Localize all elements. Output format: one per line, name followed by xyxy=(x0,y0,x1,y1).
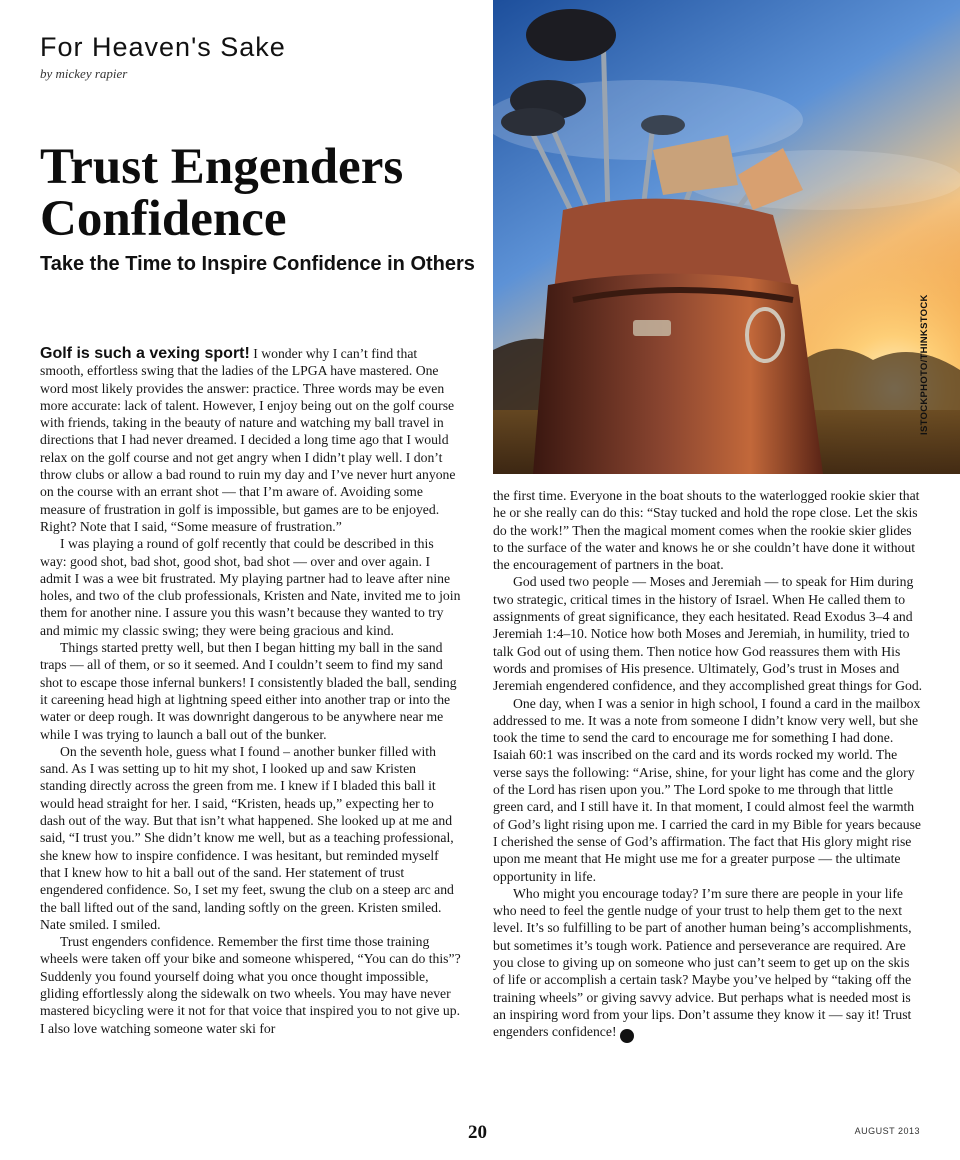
page-number: 20 xyxy=(468,1122,487,1143)
photo-credit: ISTOCKPHOTO/THINKSTOCK xyxy=(919,294,930,435)
paragraph xyxy=(493,885,923,1043)
paragraph: Trust engenders confidence. Remember the first time those training wheels were taken off your bike and someone whispered, “You can do this”? Suddenly you found yourself doing what you once thought impossible, gliding effortlessly along the sidewalk on two wheels. You may have never mastered bicycling were it not for that voice that inspired you to not give up. I also love watching someone water ski for xyxy=(40,934,461,1036)
end-mark-icon: ✝ xyxy=(620,1029,634,1043)
paragraph-text: Who might you encourage today? I’m sure there are people in your life who need to feel the gentle nudge of your trust to help them get to the next level. It’s so fulfilling to be part of another human being’s accomplishments, but sometimes it’s tough work. Patience and perseverance are required. Are you close to giving up on someone who just can’t seem to get up on the skis of life or accomplish a certain task? Maybe you’ve helped by “taking off the training wheels” or giving savvy advice. But perhaps what is needed most is an inspiring word from your lips. Don’t assume they know it — say it! Trust engenders confidence! xyxy=(493,885,912,1040)
byline: by mickey rapier xyxy=(40,66,128,81)
paragraph: I was playing a round of golf recently that could be described in this way: good shot, bad shot, good shot, bad shot — over and over again. I admit I was a wee bit frustrated. My playing partner had to leave after nine holes, and two of the club professionals, Kristen and Nate, invited me to join them for another nine. I assure you this wasn’t because they wanted to try and mimic my classic swing; they were being gracious and kind. xyxy=(40,536,461,638)
column-name: For Heaven's Sake xyxy=(40,32,286,62)
paragraph-text: I wonder why I can’t find that smooth, effortless swing that the ladies of the LPGA have mastered. One word most likely provides the answer: practice. Three words may be even more accurate: lack of talent. However, I enjoy being out on the golf course with friends, taking in the beauty of nature and watching my ball travel in directions that I had never dreamed. I decided a long time ago that I would relax on the golf course and not get angry when I didn’t play well. I don’t throw clubs or allow a bad round to ruin my day and I’ve never hurt anyone on the course with an errant shot — that I’m aware of. Avoiding some measure of frustration in golf is impossible, but games are to be enjoyed. Right? Note that I said, “Some measure of frustration.” xyxy=(40,346,456,534)
lead-in: Golf is such a vexing sport! xyxy=(40,345,250,362)
paragraph: the first time. Everyone in the boat shouts to the waterlogged rookie skier that he or she really can do this: “Stay tucked and hold the rope close. Let the skis do the work!” Then the magical moment comes when the rookie skier glides to the surface of the water and knows he or she couldn’t have done it without the encouragement of partners in the boat. xyxy=(493,488,920,573)
paragraph: God used two people — Moses and Jeremiah — to speak for Him during two strategic, critical times in the history of Israel. When He called them to assignments of great significance, they each hesitated. Read Exodus 3–4 and Jeremiah 1:4–10. Notice how both Moses and Jeremiah, in humility, tried to talk God out of using them. Then notice how God reassures them with His words and promises of His presence. Ultimately, God’s trust in Moses and Jeremiah engendered confidence, and they accomplished great things for God. xyxy=(493,574,923,694)
golf-bag-photo xyxy=(493,0,960,474)
article-headline: Trust Engenders Confidence xyxy=(40,139,404,247)
paragraph: One day, when I was a senior in high school, I found a card in the mailbox addressed to me. It was a note from someone I didn’t know very well, but she took the time to send the card to encourage me for something I had done. Isaiah 60:1 was inscribed on the card and its words rocked my world. The verse says the following: “Arise, shine, for your light has come and the glory of the Lord has risen upon you.” The Lord spoke to me through that little green card, and I still have it. In that moment, I could almost feel the warmth of God’s light rising upon me. I carried the card in my Bible for years because I cherished the sense of God’s affirmation. The fact that His glory might rise upon me meant that He might use me for a greater purpose — the ultimate opportunity in life. xyxy=(493,695,921,884)
article-column-left xyxy=(40,345,462,1037)
paragraph xyxy=(40,345,462,535)
article-subhead: Take the Time to Inspire Confidence in Others xyxy=(40,253,475,275)
article-column-right xyxy=(493,487,923,1043)
issue-date: AUGUST 2013 xyxy=(854,1126,920,1136)
photo xyxy=(493,0,960,474)
paragraph: On the seventh hole, guess what I found – another bunker filled with sand. As I was setting up to hit my shot, I looked up and saw Kristen standing directly across the green from me. I knew if I bladed this ball it would head straight for her. I said, “Kristen, heads up,” expecting her to dash out of the way. But that isn’t what happened. She looked up at me and said, “I trust you.” She didn’t know me well, but as a teaching professional, she knew how to inspire confidence. I was hesitant, but reminded myself that I knew how to hit a ball out of the sand. Her statement of trust engendered confidence. So, I set my feet, swung the club on a steep arc and the ball lifted out of the sand, landing softly on the green. Kristen smiled. Nate smiled. I smiled. xyxy=(40,743,454,932)
paragraph: Things started pretty well, but then I began hitting my ball in the sand traps — all of them, or so it seemed. And I couldn’t seem to find my sand shot to escape those infernal bunkers! I consistently bladed the ball, sending it careening head high at lightning speed either into another trap or into the water or deep rough. It was downright dangerous to be anywhere near me while I was trying to launch a ball out of the bunker. xyxy=(40,640,457,742)
